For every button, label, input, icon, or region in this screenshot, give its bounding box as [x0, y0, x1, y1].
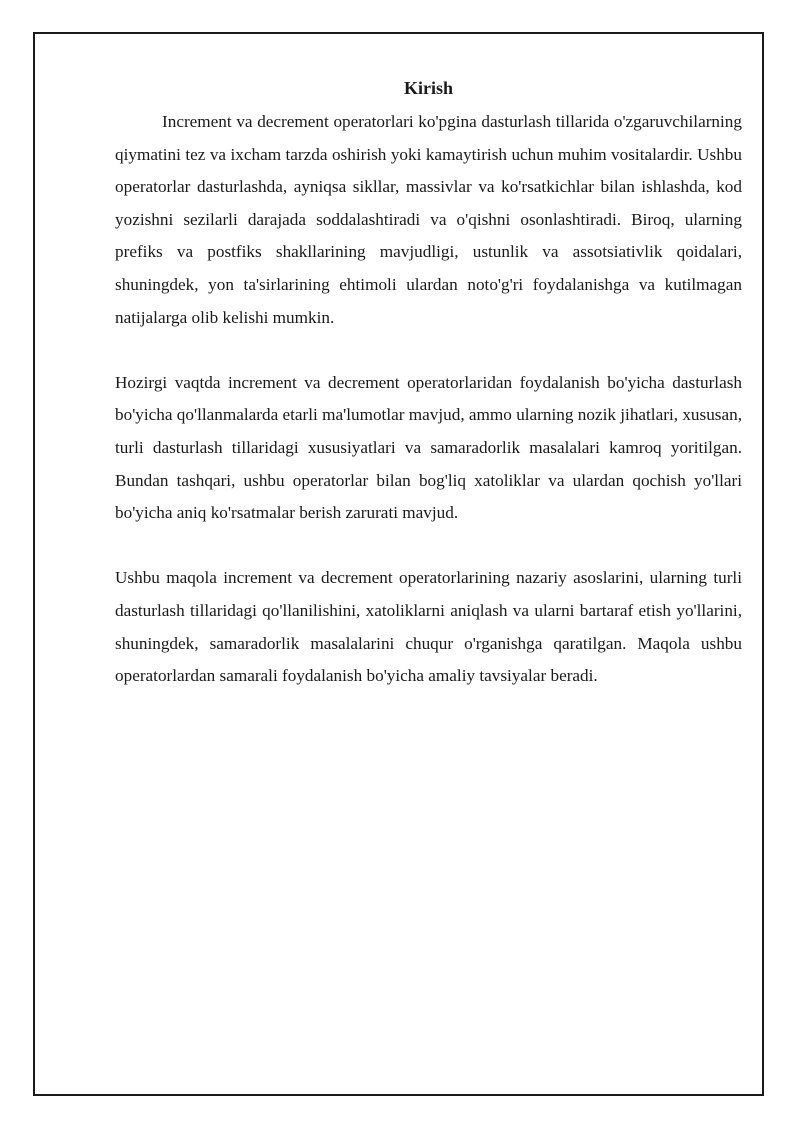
document-body — [115, 74, 742, 725]
paragraph-current-state: Hozirgi vaqtda increment va decrement operatorlaridan foydalanish bo'yicha dasturlash bo'yicha qo'llanmalarda etarli ma'lumotlar mavjud, ammo ularning nozik jihatlari, xususan, turli dasturlash tillaridagi xususiyatlari va samaradorlik masalalari kamroq yoritilgan. Bundan tashqari, ushbu operatorlar bilan bog'liq xatoliklar va ulardan qochish yo'llari bo'yicha aniq ko'rsatmalar berish zarurati mavjud. — [115, 372, 742, 523]
paragraph-article-aim: Ushbu maqola increment va decrement operatorlarining nazariy asoslarini, ularning turli dasturlash tillaridagi qo'llanilishini, xatoliklarni aniqlash va ularni bartaraf etish yo'llarini, shuningdek, samaradorlik masalalarini chuqur o'rganishga qaratilgan. Maqola ushbu operatorlardan samarali foydalanish bo'yicha amaliy tavsiyalar beradi. — [115, 568, 742, 686]
paragraph-intro: Increment va decrement operatorlari ko'pgina dasturlash tillarida o'zgaruvchilarning qiymatini tez va ixcham tarzda oshirish yoki kamaytirish uchun muhim vositalardir. Ushbu operatorlar dasturlashda, ayniqsa sikllar, massivlar va ko'rsatkichlar bilan ishlashda, kod yozishni sezilarli darajada soddalashtiradi va o'qishni osonlashtiradi. Biroq, ularning prefiks va postfiks shakllarining mavjudligi, ustunlik va assotsiativlik qoidalari, shuningdek, yon ta'sirlarining ehtimoli ulardan noto'g'ri foydalanishga va kutilmagan natijalarga olib kelishi mumkin. — [115, 112, 742, 327]
section-title: Kirish — [403, 78, 453, 98]
